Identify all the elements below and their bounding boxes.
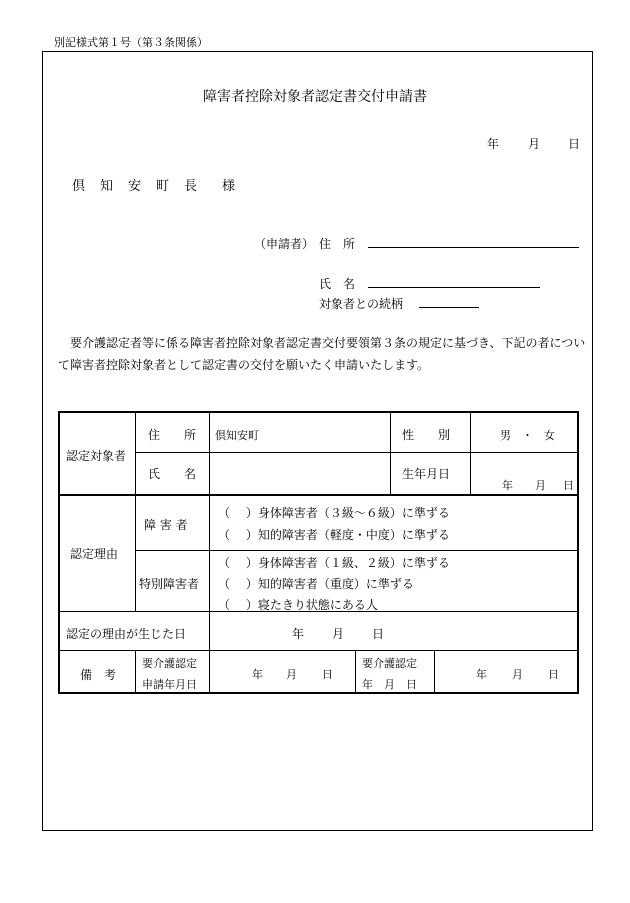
row-divider (135, 550, 579, 551)
disabled-option[interactable]: （ ）身体障害者（３級～６級）に準ずる (218, 506, 450, 520)
care-apply-label: 要介護認定 (142, 657, 197, 670)
special-disabled-option[interactable]: （ ）知的障害者（重度）に準ずる (218, 577, 414, 591)
applicant-address-field[interactable] (368, 247, 579, 248)
form-title: 障害者控除対象者認定書交付申請書 (203, 89, 427, 105)
remarks-label: 備 考 (80, 668, 117, 682)
date-month-label: 月 (528, 137, 541, 151)
occurred-day: 日 (372, 627, 385, 641)
care-cert-label: 要介護認定 (362, 657, 417, 670)
col-divider (135, 650, 136, 694)
request-paragraph: 要介護認定者等に係る障害者控除対象者認定書交付要領第３条の規定に基づき、下記の者について障害者控除対象者として認定書の交付を願いたく申請いたします。 (58, 336, 586, 372)
disabled-label: 障 害 者 (144, 518, 188, 532)
care-apply-year: 年 (252, 668, 263, 681)
special-disabled-option[interactable]: （ ）寝たきり状態にある人 (218, 598, 378, 612)
col-divider (434, 650, 435, 694)
applicant-relation-label: 対象者との続柄 (319, 297, 404, 311)
col-divider (209, 413, 210, 611)
subject-address-label: 住 所 (148, 428, 197, 442)
occurred-month: 月 (332, 627, 345, 641)
care-cert-day: 日 (548, 668, 559, 681)
addressee-char: 安 (128, 179, 142, 194)
occurred-year: 年 (292, 627, 305, 641)
special-disabled-label: 特別障害者 (139, 577, 200, 591)
gender-label: 性 別 (402, 428, 451, 442)
care-apply-label: 申請年月日 (142, 678, 197, 691)
applicant-name-label: 氏 名 (319, 277, 356, 291)
section-divider (60, 494, 579, 496)
date-day-label: 日 (568, 137, 581, 151)
addressee-char: 知 (100, 179, 114, 194)
date-year-label: 年 (487, 137, 500, 151)
col-divider (209, 611, 210, 650)
birth-day: 日 (563, 479, 574, 492)
col-divider (209, 650, 210, 694)
addressee-char: 長 (184, 179, 198, 194)
application-table (58, 411, 579, 694)
applicant-address-label: 住 所 (319, 237, 356, 251)
care-cert-month: 月 (512, 668, 523, 681)
col-divider (470, 413, 471, 494)
birth-month: 月 (535, 479, 546, 492)
care-cert-year: 年 (476, 668, 487, 681)
care-cert-label: 年 月 日 (362, 678, 417, 691)
applicant-tag: （申請者） (254, 237, 315, 251)
gender-options[interactable]: 男 ・ 女 (500, 429, 555, 442)
row-divider (60, 650, 579, 651)
addressee-honorific: 様 (222, 179, 236, 194)
col-divider (355, 650, 356, 694)
row-divider (135, 452, 579, 453)
applicant-relation-field[interactable] (419, 307, 479, 308)
col-divider (135, 413, 136, 611)
addressee-char: 倶 (72, 179, 86, 194)
addressee-char: 町 (156, 179, 170, 194)
subject-label: 認定対象者 (66, 449, 127, 463)
form-number-label: 別記様式第１号（第３条関係） (54, 36, 208, 49)
special-disabled-option[interactable]: （ ）身体障害者（１級、２級）に準ずる (218, 556, 450, 570)
applicant-name-field[interactable] (368, 287, 540, 288)
subject-name-label: 氏 名 (148, 467, 197, 481)
occurred-date-label: 認定の理由が生じた日 (66, 627, 187, 641)
birth-date-label: 生年月日 (402, 467, 451, 481)
subject-address-value[interactable]: 倶知安町 (215, 429, 259, 442)
birth-year: 年 (502, 479, 513, 492)
care-apply-day: 日 (322, 668, 333, 681)
disabled-option[interactable]: （ ）知的障害者（軽度・中度）に準ずる (218, 528, 450, 542)
care-apply-month: 月 (286, 668, 297, 681)
col-divider (390, 413, 391, 494)
reason-label: 認定理由 (70, 547, 119, 561)
